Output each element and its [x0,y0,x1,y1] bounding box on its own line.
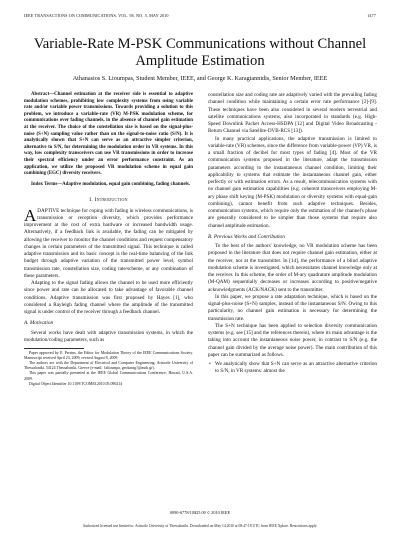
list-item: • We analytically show that S+N can serve as an attractive alternative criterion to S/N, in VR systems: almost the [215,361,377,376]
right-paragraph-5: The S+N technique has been applied to selection diversity communication systems (e.g. see [15] and the references therein), where its main advantage is the taking into account the instantaneous noise power, in contrast to S/N (e.g. the channel gain divided by the average noise power). The main contribution of this paper can be summarized as follows. [208,322,377,358]
footnote: The authors are with the Department of Electrical and Computer Engineering, Aristotle University of Thessaloniki, 54124 Thessaloniki, Greece (e-mail: {alioumpa, geokarag}@auth.gr). [24,361,193,371]
page-number: 1477 [367,13,376,18]
index-terms: Index Terms—Adaptive modulation, equal gain combining, fading channels. [31,181,190,187]
left-column [24,92,193,387]
license-note: Authorized licensed use limited to: Aristotle University of Thessaloniki. Downloaded on May 14,2010 at 08:47:18 UTC from IEEE Xplore. Restrictions apply. [82,524,318,528]
right-column [208,92,377,376]
section-introduction-title: I. Introduction [89,197,128,204]
footnotes [24,351,193,387]
intro-paragraph-1: ADAPTIVE technique for coping with fading in wireless communications, is transmission or reception diversity, which provides performance improvement at the cost of extra hardware or increased bandwidth usage. Alternatively, if a feedback link is available, the fading can be mitigated by allowing the receiver to monitor the channel conditions and request compensatory changes in certain parameters of the transmitted signal. This technique is called adaptive transmission and its basic concept is the real-time balancing of the link budget through adaptive variation of the transmitted power level, symbol transmission rate, constellation size, coding rate/scheme, or any combination of these parameters. [24,205,193,279]
running-header [24,13,376,18]
footnote: This paper was partially presented at the IEEE Global Communications Conference, Hawaii, U.S.A. 2009. [24,371,193,381]
journal-header: IEEE TRANSACTIONS ON COMMUNICATIONS, VOL. 58, NO. 5, MAY 2010 [24,13,169,18]
paper-title: Variable-Rate M-PSK Communications without Channel Amplitude Estimation [33,36,367,69]
contribution-list [208,361,377,376]
intro-paragraph-2: Adapting to the signal fading allows the channel to be used more efficiently since power and rate can be allocated to take advantage of favorable channel conditions. Adaptive transmission was first proposed by Hayes [1], who considered a Rayleigh fading channel where the amplitude of the transmitted signal is under control of the receiver through a feedback channel. [24,280,193,316]
paper-authors: Athanasios S. Lioumpas, Student Member, IEEE, and George K. Karagiannidis, Senior Member, IEEE [72,75,328,82]
right-paragraph-1: constellation size and coding rate are adaptively varied with the prevailing fading channel condition while maintaining a certain error rate performance [2]-[9]. These techniques have been also considered in several modern terrestrial and satellite communications systems, also incorporated in standards (e.g. High-Speed Downlink Packet Access-HSDPA [12] and Digital Video Broadcasting - Return Channel via Satellite-DVB-RCS [13]). [208,92,377,135]
copyright-line: 0090-6778/10$25.00 © 2010 IEEE [169,510,231,515]
footnote: Paper approved by E. Perrins, the Editor for Modulation Theory of the IEEE Communications Society. Manuscript received April 23, 2009; revised August 8, 2009. [24,351,193,361]
footnote: Digital Object Identifier 10.1109/TCOMM.2010.05.090214 [29,381,123,386]
right-paragraph-2: In many practical applications, the adaptive transmission is limited to variable-rate (VR) schemes, since the difference from variable-power (VP) VR, is a small fraction of decibel for most types of fading [4]. Most of the VR communication systems proposed in the literature, adapt the transmission parameters according to the instantaneous channel condition, limiting their applicability to systems that estimate the instantaneous channel gain, either perfectly or with estimation errors. As a result, telecommunication systems with no channel gain estimation capabilities (e.g. coherent transceivers employing M-ary phase shift keying (M-PSK) modulation or diversity systems with equal-gain combining), cannot benefit from such adaptive techniques. Besides, communication systems, which require only the estimation of the channel's phase are generally considered to be simpler than those systems that require also channel amplitude estimation. [208,135,377,229]
subsection-motivation-title: A. Motivation [24,320,54,327]
right-paragraph-3: To the best of the authors' knowledge, no VR modulation scheme has been proposed in the literature that does not require channel gain estimation, either at the receiver, nor at the transmitter. In [14], the performance of a blind adaptive modulation scheme is investigated, which necessitates channel knowledge only at the receiver. In this scheme, the order of M-ary quadrature amplitude modulation (M-QAM) sequentially decreases or increases according to positive/negative acknowledgments (ACK/NACK) sent to the transmitter. [208,243,377,293]
drop-cap: A [24,205,37,225]
right-paragraph-4: In this paper, we propose a rate adaptation technique, which is based on the signal-plus-noise (S+N) samples, instead of the instantaneous S/N. Owing to this particularity, no channel gain estimation is necessary for determining the transmission rate. [208,293,377,322]
motivation-paragraph: Several works have dealt with adaptive transmission systems, in which the modulation/coding parameters, such as [24,329,193,343]
abstract: Abstract—Channel estimation at the receiver side is essential to adaptive modulation schemes, prohibiting low complexity systems from using variable rate and/or variable power transmissions. Towards providing a solution to this problem, we introduce a variable-rate (VR) M-PSK modulation scheme, for communications over fading channels, in the absence of channel gain estimation at the receiver. The choice of the constellation size is based on the signal-plus-noise (S+N) sampling value rather than on the signal-to-noise ratio (S/N). It is analytically shown that S+N can serve as an attractive simpler criterion, alternative to S/N, for determining the modulation order in VR systems. In this way, low complexity transceivers can use VR transmissions in order to increase their spectral efficiency under an error performance constraint. As an application, we utilize the proposed VR modulation scheme in equal gain combining (EGC) diversity receivers. [24,92,193,177]
footnote-divider [24,348,84,349]
subsection-previous-works-title: B. Previous Works and Contribution [208,233,285,240]
